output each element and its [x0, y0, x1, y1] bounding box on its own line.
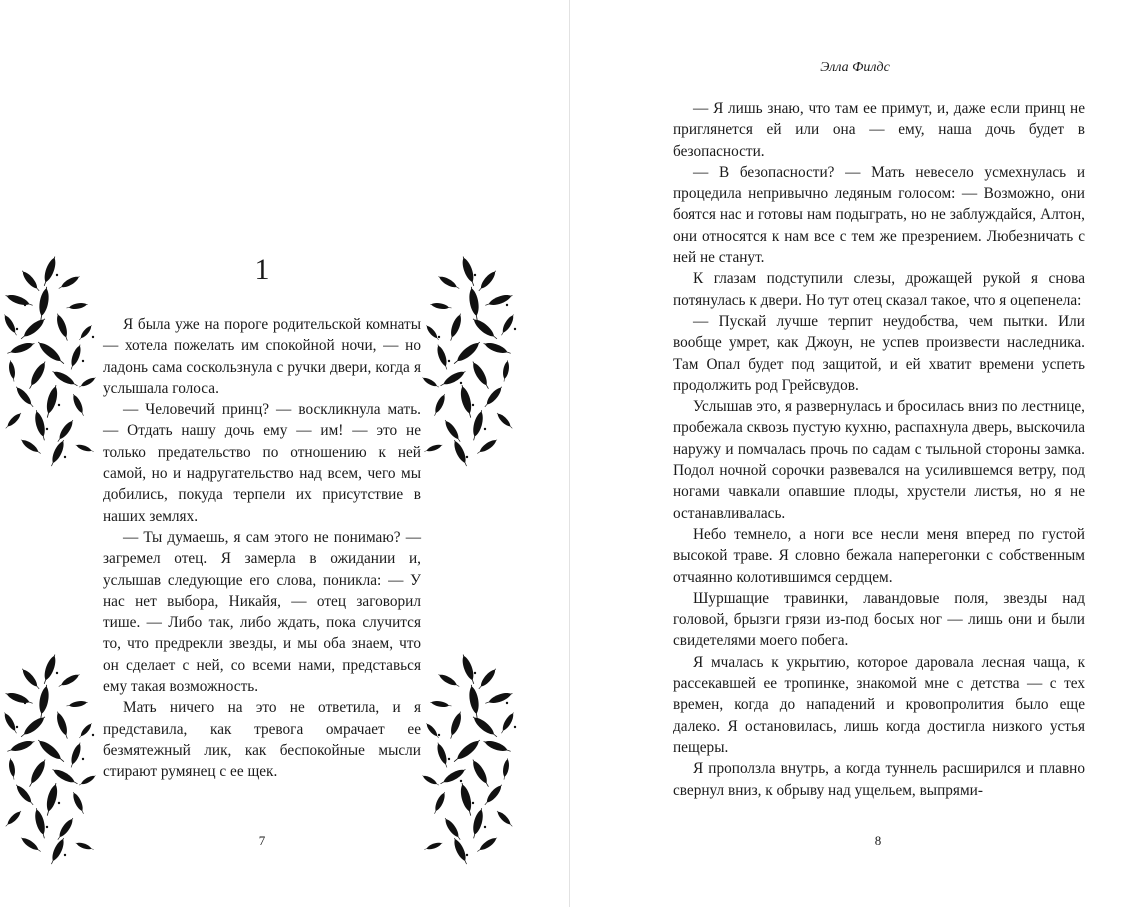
feather-icon — [469, 360, 491, 391]
feather-icon — [43, 384, 60, 419]
ornament-dot — [46, 428, 48, 430]
ornament-dot — [466, 456, 468, 458]
feather-icon — [6, 340, 36, 357]
feather-icon — [482, 385, 504, 409]
feather-icon — [469, 758, 491, 789]
ornament-dot — [24, 304, 26, 306]
feather-icon — [2, 711, 19, 735]
feather-icon — [484, 292, 514, 309]
feather-icon — [501, 758, 510, 780]
feather-icon — [57, 672, 81, 689]
feather-icon — [458, 782, 475, 817]
paragraph: — Пускай лучше терпит неудобства, чем пытки. Или вообще умрет, как Джоун, не успев произвести наследника. Там Опал будет под защитой, и ей хватит времени успеть продолжить род Грейсвудов. — [673, 312, 1085, 394]
feather-icon — [75, 443, 95, 454]
ornament-dot — [24, 702, 26, 704]
feather-icon — [421, 376, 440, 390]
paragraph: Небо темнело, а ноги все несли меня вперед по густой высокой траве. Я словно бежала наперегонки с собственным отчаянно колотившимся сердцем. — [673, 525, 1085, 586]
feather-icon — [78, 376, 97, 390]
ornament-dot — [82, 758, 84, 760]
feather-icon — [8, 758, 17, 780]
paragraph: Шуршащие травинки, лавандовые поля, звезды над головой, брызги грязи из-под босых ног — лишь они и были свидетелями моего побега. — [673, 589, 1085, 650]
page-number-left: 7 — [258, 833, 266, 848]
ornament-dot — [64, 456, 66, 458]
feather-icon — [467, 286, 481, 321]
feather-icon — [432, 791, 448, 815]
feather-icon — [4, 690, 34, 707]
ornament-dot — [474, 672, 476, 674]
feather-icon — [26, 758, 48, 789]
feather-icon — [33, 409, 49, 441]
ornament-dot — [92, 336, 94, 338]
feather-icon — [51, 766, 80, 787]
paragraph: Мать ничего на это не ответила, и я представила, как тревога омрачает ее безмятежный лик, как беспокойные мысли стирают румянец с ее щек. — [103, 699, 421, 781]
feather-icon — [447, 710, 464, 740]
paragraph: К глазам подступили слезы, дрожащей рукой я снова потянулась к двери. Но тут отец сказал такое, что я оцепенела: — [673, 270, 1085, 309]
feather-icon — [71, 393, 87, 417]
feather-icon — [423, 443, 443, 454]
feather-icon — [470, 409, 486, 441]
feather-icon — [26, 360, 48, 391]
ornament-dot — [82, 360, 84, 362]
ornament-dot — [64, 854, 66, 856]
ornament-dot — [484, 826, 486, 828]
paragraph: — Ты думаешь, я сам этого не понимаю? — загремел отец. Я замерла в ожидании и, услышав следующие его слова, поникла: — У нас нет выбора, Никайя, — отец заговорил тише. — Либо так, либо ждать, пока случится то, что предрекли звезды, и мы оба знаем, что он сделает с ней, со всеми нами, представься ему такая возможность. — [103, 528, 421, 696]
feather-icon — [430, 700, 452, 709]
ornament-dot — [448, 758, 450, 760]
ornament-dot — [448, 360, 450, 362]
book-gutter — [569, 0, 570, 907]
feather-icon — [14, 385, 36, 409]
feather-icon — [68, 344, 83, 371]
paragraph: Я проползла внутрь, а когда туннель расширился и плавно свернул вниз, к обрыву над ущельем, выпрями- — [673, 760, 1085, 799]
ornament-dot — [460, 382, 462, 384]
feather-ornament-icon — [418, 660, 518, 860]
ornament-dot — [70, 382, 72, 384]
feather-icon — [435, 344, 450, 371]
ornament-dot — [58, 802, 60, 804]
ornament-dot — [472, 802, 474, 804]
feather-icon — [482, 783, 504, 807]
feather-icon — [442, 418, 463, 443]
ornament-dot — [56, 672, 58, 674]
feather-icon — [2, 313, 19, 337]
ornament-dot — [438, 734, 440, 736]
feather-icon — [432, 393, 448, 417]
paragraph: Услышав это, я развернулась и бросилась вниз по лестнице, пробежала сквозь пустую кухню, распахнула дверь, выскочила наружу и помчалась прочь по садам с тыльной стороны замка. Подол ночной сорочки развевался на усилившемся ветру, под ногами чавкали опавшие плоды, хрустели листья, но я не останавливалась. — [673, 398, 1085, 522]
feather-icon — [458, 384, 475, 419]
feather-icon — [495, 809, 514, 828]
paragraph: — Человечий принц? — воскликнула мать. — Отдать нашу дочь ему — им! — это не только предательство по отношению к ней самой, но и надругательство над всем, чего мы добились, покуда терпели их присутствие в наших землях. — [103, 401, 421, 525]
feather-icon — [4, 809, 23, 828]
feather-icon — [19, 316, 48, 342]
feather-icon — [43, 782, 60, 817]
feather-icon — [482, 738, 512, 755]
paragraph: — Я лишь знаю, что там ее примут, и, даже если принц не приглянется ей или она — ему, наша дочь будет в безопасности. — [673, 100, 1085, 160]
feather-icon — [499, 313, 516, 337]
left-page-body — [103, 314, 421, 783]
ornament-dot — [16, 726, 18, 728]
feather-icon — [467, 684, 481, 719]
feather-icon — [20, 667, 42, 691]
feather-icon — [501, 360, 510, 382]
ornament-dot — [514, 328, 516, 330]
ornament-dot — [70, 780, 72, 782]
feather-icon — [36, 737, 67, 765]
feather-icon — [14, 783, 36, 807]
feather-icon — [430, 302, 452, 311]
feather-icon — [66, 302, 88, 311]
feather-icon — [36, 339, 67, 367]
ornament-dot — [16, 328, 18, 330]
feather-icon — [37, 286, 51, 321]
feather-icon — [4, 292, 34, 309]
feather-icon — [78, 774, 97, 788]
right-page-body — [673, 98, 1085, 801]
ornament-dot — [92, 734, 94, 736]
feather-icon — [54, 710, 71, 740]
paragraph: Я мчалась к укрытию, которое даровала лесная чаща, к рассекавшей ее тропинке, знакомой мне с детства — с тех времен, когда до нападений и кровопролития было еще далеко. Я остановилась, лишь когда достигла низкого устья пещеры. — [673, 653, 1085, 756]
ornament-dot — [472, 404, 474, 406]
feather-icon — [476, 667, 498, 691]
feather-icon — [19, 714, 48, 740]
feather-icon — [55, 418, 76, 443]
feather-icon — [77, 324, 93, 342]
ornament-dot — [466, 854, 468, 856]
page-number-right: 8 — [874, 833, 882, 848]
feather-icon — [421, 774, 440, 788]
feather-icon — [77, 722, 93, 740]
feather-icon — [439, 766, 468, 787]
feather-icon — [471, 714, 500, 740]
feather-icon — [68, 742, 83, 769]
feather-icon — [71, 791, 87, 815]
feather-icon — [439, 368, 468, 389]
feather-icon — [495, 411, 514, 430]
ornament-dot — [46, 826, 48, 828]
feather-icon — [51, 368, 80, 389]
feather-icon — [471, 316, 500, 342]
feather-icon — [66, 700, 88, 709]
feather-icon — [425, 722, 441, 740]
paragraph: Я была уже на пороге родительской комнаты — хотела пожелать им спокойной ночи, — но ладонь сама соскользнула с ручки двери, когда я услышала голоса. — [103, 316, 421, 397]
running-head-author: Элла Филдс — [820, 60, 890, 75]
feather-icon — [425, 324, 441, 342]
feather-icon — [447, 312, 464, 342]
feather-icon — [482, 340, 512, 357]
ornament-dot — [514, 726, 516, 728]
ornament-dot — [506, 304, 508, 306]
feather-icon — [6, 738, 36, 755]
feather-ornament-icon — [418, 262, 518, 462]
feather-icon — [8, 360, 17, 382]
feather-icon — [37, 684, 51, 719]
ornament-dot — [58, 404, 60, 406]
feather-ornament-icon — [0, 262, 100, 462]
feather-ornament-icon — [0, 660, 100, 860]
feather-icon — [435, 742, 450, 769]
paragraph: — В безопасности? — Мать невесело усмехнулась и процедила непривычно ледяным голосом: — Возможно, они боятся нас и готовы нам подыграть, но не заблуждайся, Алтон, они относятся к нам все с тем же презрением. Любезничать с ней не станут. — [673, 163, 1085, 267]
feather-icon — [19, 437, 42, 456]
feather-icon — [437, 672, 461, 689]
chapter-number: 1 — [254, 253, 270, 286]
feather-icon — [54, 312, 71, 342]
feather-icon — [484, 690, 514, 707]
ornament-dot — [438, 336, 440, 338]
feather-icon — [499, 711, 516, 735]
feather-icon — [451, 339, 482, 367]
ornament-dot — [506, 702, 508, 704]
ornament-dot — [460, 780, 462, 782]
feather-icon — [451, 737, 482, 765]
feather-icon — [4, 411, 23, 430]
feather-icon — [476, 437, 499, 456]
ornament-dot — [484, 428, 486, 430]
